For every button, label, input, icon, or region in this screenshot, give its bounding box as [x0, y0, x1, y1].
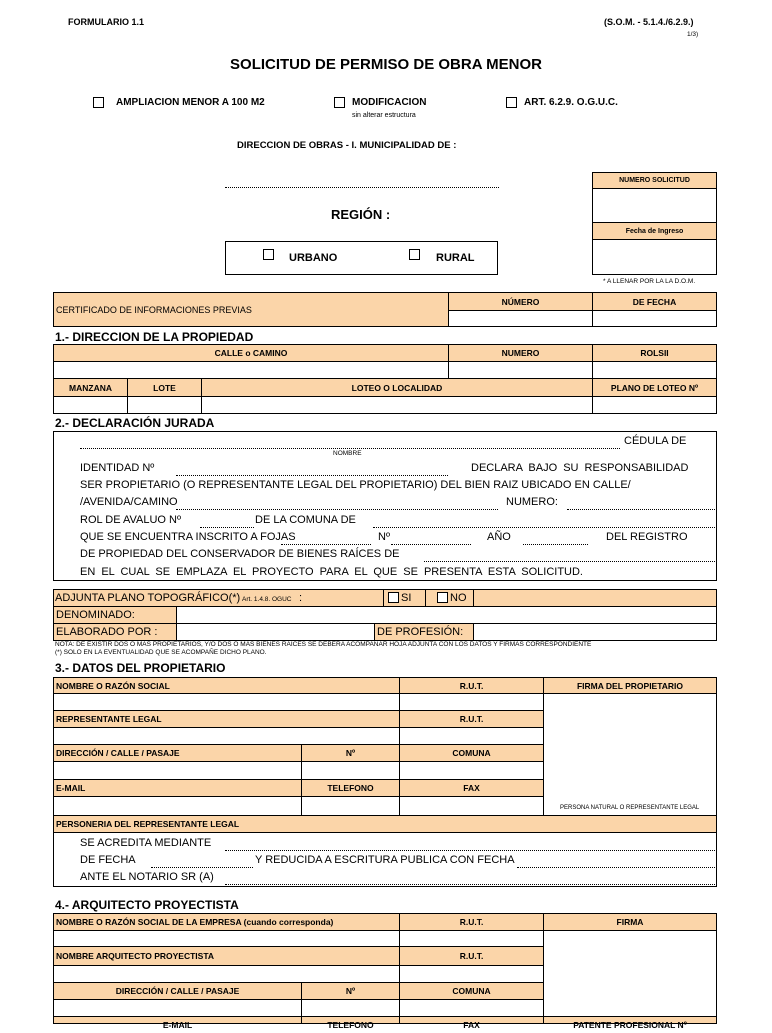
nombre-caption: NOMBRE — [333, 450, 362, 457]
comuna-field-3[interactable] — [399, 761, 544, 780]
cip-fecha-field[interactable] — [592, 310, 717, 327]
email-field[interactable] — [53, 796, 302, 816]
section-3-title: 3.- DATOS DEL PROPIETARIO — [55, 661, 226, 675]
identidad-label: IDENTIDAD Nº — [80, 462, 155, 474]
modificacion-label: MODIFICACION — [352, 97, 427, 108]
urbano-label: URBANO — [289, 252, 338, 264]
modificacion-note: sin alterar estructura — [352, 112, 416, 119]
rut-2-header: R.U.T. — [399, 710, 544, 728]
numero-label: NUMERO: — [506, 496, 558, 508]
rut-arq-header: R.U.T. — [399, 913, 544, 931]
ampliacion-label: AMPLIACION MENOR A 100 M2 — [116, 97, 265, 108]
modificacion-checkbox[interactable] — [334, 97, 345, 108]
numero-arq-field[interactable] — [301, 999, 400, 1017]
urbano-checkbox[interactable] — [263, 249, 274, 260]
cedula-label: CÉDULA DE — [624, 435, 687, 447]
empresa-header: NOMBRE O RAZÓN SOCIAL DE LA EMPRESA (cuando corresponda) — [53, 913, 400, 931]
persona-natural-caption: PERSONA NATURAL O REPRESENTANTE LEGAL — [560, 805, 700, 811]
numero-field[interactable] — [448, 361, 593, 379]
rural-checkbox[interactable] — [409, 249, 420, 260]
fax-header: FAX — [399, 779, 544, 797]
arquitecto-header: NOMBRE ARQUITECTO PROYECTISTA — [53, 946, 400, 966]
fax-arq-header: FAX — [399, 1016, 544, 1024]
no-end-divider — [473, 589, 474, 607]
page-number: 1/3) — [687, 31, 699, 38]
art-checkbox[interactable] — [506, 97, 517, 108]
si-divider — [383, 589, 384, 607]
firma-propietario-field[interactable] — [543, 693, 717, 816]
cbr-label: DE PROPIEDAD DEL CONSERVADOR DE BIENES RAÍCES DE — [80, 548, 400, 560]
nombre-field[interactable] — [80, 448, 620, 449]
reducida-label: Y REDUCIDA A ESCRITURA PUBLICA CON FECHA — [255, 854, 515, 866]
plano-topo-label: ADJUNTA PLANO TOPOGRÁFICO(*) — [55, 592, 241, 604]
plano-loteo-field[interactable] — [592, 396, 717, 414]
cbr-field[interactable] — [424, 561, 715, 562]
firma-propietario-header: FIRMA DEL PROPIETARIO — [543, 677, 717, 694]
escritura-fecha-field[interactable] — [517, 867, 715, 868]
profesion-field[interactable] — [473, 623, 717, 641]
rol-header: ROLSII — [592, 344, 717, 362]
de-fecha-label: DE FECHA — [80, 854, 136, 866]
zona-box — [225, 241, 498, 275]
comuna-header: COMUNA — [399, 744, 544, 762]
plano-loteo-header: PLANO DE LOTEO Nº — [592, 378, 717, 397]
telefono-header: TELEFONO — [301, 779, 400, 797]
calle-field[interactable] — [53, 361, 449, 379]
rut-2-field[interactable] — [399, 727, 544, 745]
nota-1: NOTA: DE EXISTIR DOS O MAS PROPIETARIOS, Y/O DOS O MAS BIENES RAICES SE DEBERA ACOMPAÑAR HOJA ADJUNTA CON LOS DATOS Y FIRMAS CORRESPONDIENTE — [55, 641, 592, 648]
form-code: FORMULARIO 1.1 — [68, 17, 145, 27]
section-2-title: 2.- DECLARACIÓN JURADA — [55, 416, 215, 430]
som-reference: (S.O.M. - 5.1.4./6.2.9.) — [604, 17, 694, 27]
rut-arq-2-header: R.U.T. — [399, 946, 544, 966]
rut-header: R.U.T. — [399, 677, 544, 694]
rut-arq-field[interactable] — [399, 930, 544, 947]
numero-arq-header: Nº — [301, 982, 400, 1000]
avenida-label: /AVENIDA/CAMINO — [80, 496, 178, 508]
numero-decl-field[interactable] — [567, 509, 715, 510]
fax-field[interactable] — [399, 796, 544, 816]
loteo-field[interactable] — [201, 396, 593, 414]
nombre-razon-header: NOMBRE O RAZÓN SOCIAL — [53, 677, 400, 694]
municipalidad-field[interactable] — [225, 187, 499, 188]
plano-topo-colon: : — [299, 592, 303, 604]
fojas-field[interactable] — [281, 544, 371, 545]
direccion-arq-field[interactable] — [53, 999, 302, 1017]
numero-solicitud-header: NUMERO SOLICITUD — [592, 172, 717, 189]
region-label: REGIÓN : — [331, 207, 391, 222]
si-label: SI — [401, 592, 412, 604]
personeria-header: PERSONERIA DEL REPRESENTANTE LEGAL — [53, 815, 717, 833]
direccion-arq-header: DIRECCIÓN / CALLE / PASAJE — [53, 982, 302, 1000]
direccion-header: DIRECCIÓN / CALLE / PASAJE — [53, 744, 302, 762]
lote-header: LOTE — [127, 378, 202, 397]
n-label: Nº — [378, 531, 390, 543]
emplaza-text: EN EL CUAL SE EMPLAZA EL PROYECTO PARA EL QUE SE PRESENTA ESTA SOLICITUD. — [80, 566, 583, 578]
rural-label: RURAL — [436, 252, 475, 264]
elaborado-field[interactable] — [176, 623, 375, 641]
numero-dir-field[interactable] — [301, 761, 400, 780]
elaborado-label: ELABORADO POR : — [53, 623, 177, 641]
cip-fecha-header: DE FECHA — [592, 292, 717, 311]
calle-header: CALLE o CAMINO — [53, 344, 449, 362]
ser-propietario-text: SER PROPIETARIO (O REPRESENTANTE LEGAL DEL PROPIETARIO) DEL BIEN RAIZ UBICADO EN CALLE/ — [80, 479, 631, 491]
dom-note: * A LLENAR POR LA LA D.O.M. — [603, 278, 696, 285]
no-checkbox[interactable] — [437, 592, 448, 603]
direccion-field[interactable] — [53, 761, 302, 780]
telefono-field[interactable] — [301, 796, 400, 816]
inscrito-label: QUE SE ENCUENTRA INSCRITO A FOJAS — [80, 531, 296, 543]
comuna-field[interactable] — [373, 527, 715, 528]
manzana-header: MANZANA — [53, 378, 128, 397]
numero-dir-header: Nº — [301, 744, 400, 762]
comuna-label: DE LA COMUNA DE — [255, 514, 356, 526]
ano-field[interactable] — [523, 544, 588, 545]
email-arq-header: E-MAIL — [53, 1016, 302, 1024]
si-checkbox[interactable] — [388, 592, 399, 603]
rol-field[interactable] — [592, 361, 717, 379]
arquitecto-field[interactable] — [53, 965, 400, 983]
numero-header: NUMERO — [448, 344, 593, 362]
lote-field[interactable] — [127, 396, 202, 414]
acredita-label: SE ACREDITA MEDIANTE — [80, 837, 212, 849]
email-header: E-MAIL — [53, 779, 302, 797]
comuna-arq-field[interactable] — [399, 999, 544, 1017]
section-4-title: 4.- ARQUITECTO PROYECTISTA — [55, 898, 239, 912]
rol-avaluo-label: ROL DE AVALUO Nº — [80, 514, 182, 526]
rut-arq-2-field[interactable] — [399, 965, 544, 983]
art-label: ART. 6.2.9. O.G.U.C. — [524, 97, 618, 108]
cip-label: CERTIFICADO DE INFORMACIONES PREVIAS — [53, 292, 449, 327]
profesion-label: DE PROFESIÓN: — [374, 623, 474, 641]
notario-label: ANTE EL NOTARIO SR (A) — [80, 871, 214, 883]
ano-label: AÑO — [487, 531, 511, 543]
notario-field[interactable] — [225, 884, 715, 885]
denominado-field[interactable] — [176, 606, 717, 624]
fecha-ingreso-header: Fecha de Ingreso — [592, 222, 717, 240]
ampliacion-checkbox[interactable] — [93, 97, 104, 108]
firma-arq-field[interactable] — [543, 930, 717, 1020]
page-title: SOLICITUD DE PERMISO DE OBRA MENOR — [230, 56, 542, 73]
rol-avaluo-field[interactable] — [200, 527, 254, 528]
declara-label: DECLARA BAJO SU RESPONSABILIDAD — [471, 462, 689, 474]
cip-numero-field[interactable] — [448, 310, 593, 327]
rep-legal-field[interactable] — [53, 727, 400, 745]
nombre-razon-field[interactable] — [53, 693, 400, 711]
patente-header: PATENTE PROFESIONAL Nº — [543, 1016, 717, 1024]
avenida-field[interactable] — [176, 509, 498, 510]
no-divider — [425, 589, 426, 607]
loteo-header: LOTEO O LOCALIDAD — [201, 378, 593, 397]
n-field[interactable] — [391, 544, 471, 545]
de-fecha-field[interactable] — [151, 867, 253, 868]
cip-numero-header: NÚMERO — [448, 292, 593, 311]
rep-legal-header: REPRESENTANTE LEGAL — [53, 710, 400, 728]
rut-field[interactable] — [399, 693, 544, 711]
direccion-obras-label: DIRECCION DE OBRAS - I. MUNICIPALIDAD DE : — [237, 140, 457, 151]
section-1-title: 1.- DIRECCION DE LA PROPIEDAD — [55, 330, 254, 344]
registro-label: DEL REGISTRO — [606, 531, 688, 543]
denominado-label: DENOMINADO: — [53, 606, 177, 624]
nota-2: (*) SOLO EN LA EVENTUALIDAD QUE SE ACOMPAÑE DICHO PLANO. — [55, 649, 267, 656]
numero-solicitud-field[interactable] — [592, 188, 717, 223]
acredita-field[interactable] — [225, 850, 715, 851]
empresa-field[interactable] — [53, 930, 400, 947]
no-label: NO — [450, 592, 467, 604]
identidad-field[interactable] — [176, 475, 448, 476]
manzana-field[interactable] — [53, 396, 128, 414]
comuna-arq-header: COMUNA — [399, 982, 544, 1000]
firma-arq-header: FIRMA — [543, 913, 717, 931]
plano-topo-art: Art. 1.4.8. OGUC — [242, 596, 292, 603]
telefono-arq-header: TELEFONO — [301, 1016, 400, 1024]
fecha-ingreso-field[interactable] — [592, 239, 717, 275]
